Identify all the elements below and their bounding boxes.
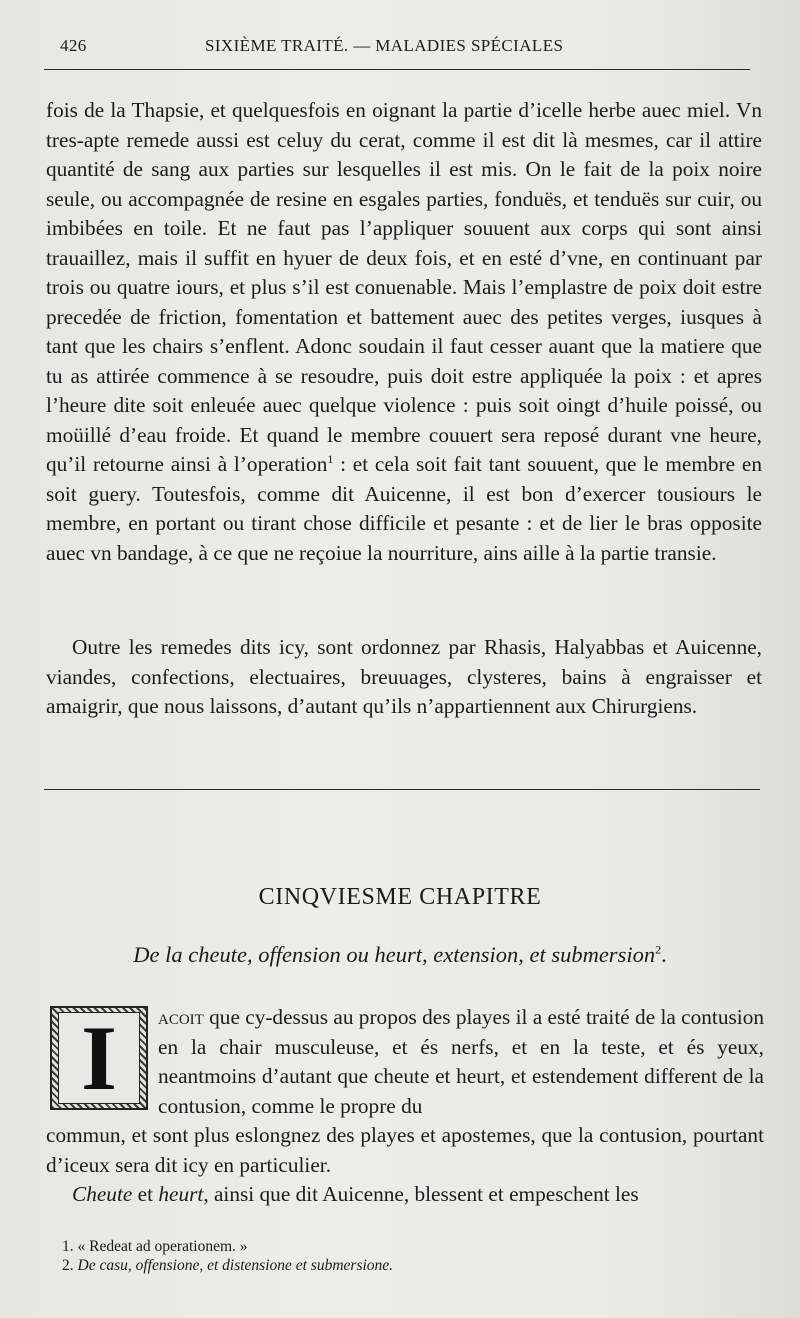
paragraph-4-em-1: Cheute: [72, 1182, 133, 1206]
footnote-ref-2: 2: [655, 942, 662, 957]
footnote-1-text: « Redeat ad operationem. »: [77, 1238, 248, 1255]
paragraph-3-first-word: acoit: [158, 1005, 204, 1029]
paragraph-3-continued: commun, et sont plus eslongnez des playes et apostemes, que la contusion, pourtant d’iceux sera dit icy en particulier.: [46, 1123, 764, 1177]
chapter-title: CINQVIESME CHAPITRE: [258, 884, 542, 910]
paragraph-1-text-a: fois de la Thapsie, et quelquesfois en oignant la partie d’icelle herbe auec miel. Vn tres-apte remede aussi est celuy du cerat, comme il est dit là mesmes, car il attire quantité de sang aux parties sur lesquelles il est mis. On le fait de la poix noire seule, ou accompagnée de resine en esgales parties, fonduës, et tenduës sur cuir, ou imbibées en toile. Et ne faut pas l’appliquer souuent aux corps qui sont ainsi trauaillez, mais il suffit en hyuer de deux fois, et en esté d’vne, en continuant par trois ou quatre iours, et plus s’il est conuenable. Mais l’emplastre de poix doit estre precedée de friction, fomentation et battement auec des petites verges, iusques à tant que les chairs s’enflent. Adonc soudain il faut cesser auant que la matiere que tu as attirée commence à se resoudre, puis doit estre appliquée la poix : et apres l’heure dite soit enleuée auec quelque violence : puis soit oingt d’huile poissé, ou moüillé d’eau froide. Et quand le membre couuert sera reposé durant vne heure, qu’il retourne ainsi à l’operation: [46, 98, 762, 476]
paragraph-1: [46, 96, 762, 568]
footnote-ref-1: 1: [327, 451, 334, 466]
running-head-title: SIXIÈME TRAITÉ. — MALADIES SPÉCIALES: [205, 36, 564, 55]
header-rule: [44, 69, 750, 70]
footnote-1: [62, 1238, 248, 1256]
paragraph-4-text: , ainsi que dit Auicenne, blessent et empeschent les: [203, 1182, 639, 1206]
paragraph-3-text-a: que cy-dessus au propos des playes il a esté traité de la contusion en la chair musculeuse, et és nerfs, et en la teste, et és yeux, neantmoins d’autant que cheute et heurt, et estendement different de la contusion, comme le propre du: [158, 1005, 764, 1118]
chapter-subtitle: [0, 942, 800, 968]
paragraph-3-lead: [158, 1003, 764, 1121]
footnote-1-label: 1.: [62, 1238, 74, 1255]
chapter-subtitle-text: De la cheute, offension ou heurt, extension, et submersion: [133, 942, 656, 967]
footnote-2: [62, 1257, 393, 1275]
chapter-subtitle-period: .: [661, 942, 667, 967]
paragraph-4: [46, 1180, 764, 1210]
page-number: 426: [60, 36, 87, 55]
ornamental-initial-letter: I: [58, 1012, 140, 1104]
paragraph-4-em-2: heurt: [158, 1182, 204, 1206]
footnote-2-text: De casu, offensione, et distensione et submersione.: [77, 1257, 394, 1274]
section-rule: [44, 789, 760, 790]
ornamental-initial: [50, 1006, 148, 1110]
paragraph-2: Outre les remedes dits icy, sont ordonnez par Rhasis, Halyabbas et Auicenne, viandes, confections, electuaires, breuuages, clysteres, bains à engraisser et amaigrir, que nous laissons, d’autant qu’ils n’appartiennent aux Chirurgiens.: [46, 635, 762, 718]
paragraph-1-text-b: : et cela soit fait tant souuent, que le membre en soit guery. Toutesfois, comme dit Auicenne, il est bon d’exercer tousiours le membre, en portant ou tirant chose difficile et pesante : et de lier le bras opposite auec vn bandage, à ce que ne reçoiue la nourriture, ains aille à la partie transie.: [46, 452, 762, 565]
footnote-2-label: 2.: [62, 1257, 74, 1274]
paragraph-4-joiner: et: [132, 1182, 159, 1206]
